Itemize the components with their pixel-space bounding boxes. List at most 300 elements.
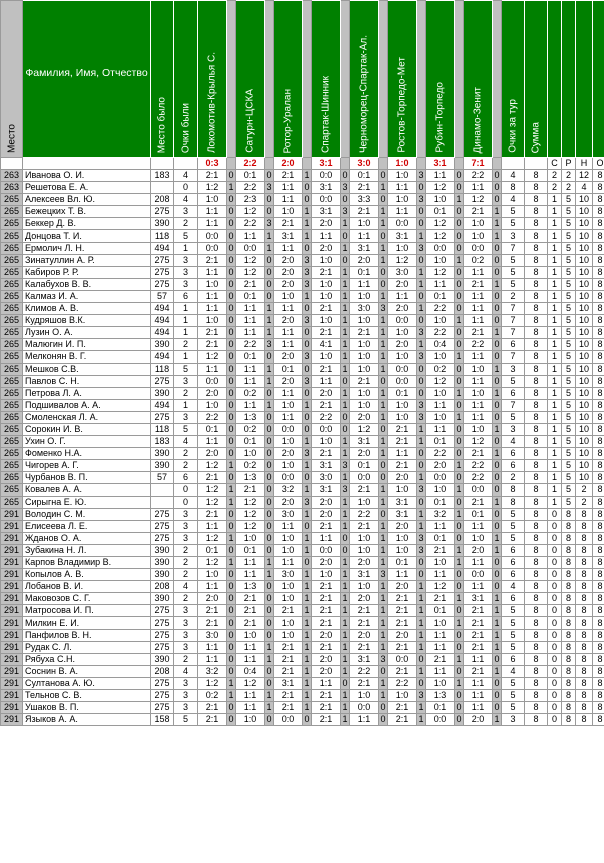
points-cell: 1	[266, 230, 272, 241]
prediction-cell: 1:0	[312, 290, 341, 302]
points-cell: 1	[266, 303, 272, 314]
stat-cell: 8	[525, 677, 548, 689]
stat-cell: 8	[525, 290, 548, 302]
points-cell: 1	[494, 641, 500, 652]
prediction-cell: 1:1	[274, 303, 303, 315]
stat-cell: 8	[525, 472, 548, 484]
prediction-cell: 1:2	[388, 254, 417, 266]
points-cell: 1	[266, 363, 272, 374]
prediction-cell: 3:1	[274, 677, 303, 689]
points-cell: 3	[418, 411, 424, 422]
stat-cell: 8	[525, 460, 548, 472]
name-cell: Ушаков В. П.	[23, 702, 151, 714]
prediction-cell: 1:0	[236, 532, 265, 544]
prediction-cell: 0:0	[388, 315, 417, 327]
prev-place-cell: 390	[151, 653, 174, 665]
points-cell: 3	[418, 690, 424, 701]
prediction-cell: 0:1	[236, 351, 265, 363]
stat-cell: 6	[502, 339, 525, 351]
prediction-cell: 1:1	[464, 315, 493, 327]
stat-cell: 8	[593, 520, 604, 532]
prediction-cell: 3:1	[312, 460, 341, 472]
points-cell: 1	[494, 605, 500, 616]
prediction-cell: 1:0	[198, 278, 227, 290]
points-cell: 0	[266, 605, 272, 616]
prediction-cell: 2:1	[350, 327, 379, 339]
stat-cell: 3	[502, 714, 525, 726]
stat-cell: 0	[548, 557, 562, 569]
points-cell: 1	[380, 520, 386, 531]
prediction-cell: 3:1	[388, 230, 417, 242]
prediction-cell: 1:2	[198, 532, 227, 544]
table-row	[1, 641, 604, 653]
prediction-cell: 2:0	[312, 653, 341, 665]
prediction-cell: 2:1	[198, 508, 227, 520]
prediction-cell: 1:1	[198, 266, 227, 278]
place-cell: 291	[1, 532, 23, 544]
points-cell: 0	[228, 617, 234, 628]
points-cell: 0	[494, 472, 500, 483]
prediction-cell: 0:1	[236, 436, 265, 448]
points-cell: 1	[456, 617, 462, 628]
stat-cell: 8	[525, 436, 548, 448]
prediction-cell: 2:1	[388, 617, 417, 629]
prediction-cell: 1:0	[426, 677, 455, 689]
prediction-cell: 2:0	[388, 472, 417, 484]
points-cell: 0	[494, 242, 500, 253]
prev-place-cell: 183	[151, 170, 174, 182]
stat-cell: 8	[525, 399, 548, 411]
prediction-cell: 0:0	[312, 423, 341, 435]
stat-cell: 10	[576, 423, 593, 435]
stat-cell: 5	[502, 677, 525, 689]
prediction-cell: 2:2	[236, 182, 265, 194]
prediction-cell: 0:1	[388, 557, 417, 569]
points-cell: 0	[304, 339, 310, 350]
name-cell: Матросова И. П.	[23, 605, 151, 617]
prev-points-cell: 3	[174, 702, 198, 714]
stat-cell: 1	[548, 363, 562, 375]
points-cell: 1	[456, 411, 462, 422]
points-cell: 1	[304, 230, 310, 241]
points-cell: 0	[494, 702, 500, 713]
place-cell: 291	[1, 544, 23, 556]
points-cell: 1	[266, 702, 272, 713]
prediction-cell: 0:1	[426, 532, 455, 544]
prev-points-cell: 2	[174, 557, 198, 569]
stat-cell: 8	[525, 194, 548, 206]
prediction-cell: 2:0	[274, 254, 303, 266]
points-cell: 1	[494, 448, 500, 459]
stat-cell: 8	[593, 629, 604, 641]
points-cell: 1	[266, 653, 272, 664]
table-row	[1, 290, 604, 302]
stat-cell: 4	[502, 581, 525, 593]
name-cell: Ермолич Л. Н.	[23, 242, 151, 254]
stat-cell: 8	[593, 557, 604, 569]
prediction-cell: 2:0	[350, 629, 379, 641]
prediction-cell: 1:1	[426, 629, 455, 641]
prediction-cell: 1:2	[464, 436, 493, 448]
points-cell: 0	[456, 569, 462, 580]
stat-cell: 8	[562, 690, 576, 702]
prediction-cell: 1:1	[198, 436, 227, 448]
prediction-cell: 1:1	[312, 677, 341, 689]
table-row	[1, 653, 604, 665]
prev-place-cell: 275	[151, 206, 174, 218]
prediction-cell: 1:0	[426, 557, 455, 569]
stat-cell: 8	[562, 677, 576, 689]
points-cell: 0	[494, 303, 500, 314]
prediction-cell: 2:1	[464, 629, 493, 641]
place-cell: 291	[1, 677, 23, 689]
points-cell: 3	[418, 399, 424, 410]
prediction-cell: 1:1	[198, 641, 227, 653]
stat-cell: 1	[548, 484, 562, 496]
prediction-cell: 0:1	[426, 206, 455, 218]
prediction-cell: 2:1	[464, 605, 493, 617]
prediction-cell: 2:1	[198, 170, 227, 182]
points-cell: 1	[456, 653, 462, 664]
points-cell: 1	[456, 315, 462, 326]
prediction-cell: 2:0	[312, 496, 341, 508]
table-row	[1, 206, 604, 218]
stat-cell: 8	[593, 351, 604, 363]
stat-cell: 8	[593, 242, 604, 254]
prediction-cell: 1:1	[274, 242, 303, 254]
place-cell: 263	[1, 182, 23, 194]
stat-cell: 0	[548, 581, 562, 593]
points-cell: 0	[380, 472, 386, 483]
points-cell: 1	[304, 532, 310, 543]
prediction-cell: 2:1	[236, 278, 265, 290]
stat-cell: 0	[548, 714, 562, 726]
prediction-cell: 2:3	[236, 194, 265, 206]
stat-cell: 5	[562, 194, 576, 206]
prev-points-cell: 4	[174, 170, 198, 182]
points-cell: 1	[304, 436, 310, 447]
name-cell: Бежецких Т. В.	[23, 206, 151, 218]
prediction-cell: 1:0	[274, 617, 303, 629]
prediction-cell: 1:0	[274, 629, 303, 641]
name-cell: Зинатуллин А. Р.	[23, 254, 151, 266]
stat-cell: 1	[548, 460, 562, 472]
points-cell: 1	[266, 242, 272, 253]
points-cell: 0	[304, 194, 310, 205]
prediction-cell: 1:1	[426, 423, 455, 435]
stat-cell: 1	[548, 206, 562, 218]
points-cell: 0	[228, 315, 234, 326]
points-cell: 0	[266, 532, 272, 543]
prediction-cell: 2:1	[312, 617, 341, 629]
prediction-cell: 1:2	[426, 266, 455, 278]
points-cell: 1	[380, 315, 386, 326]
points-cell: 1	[418, 714, 424, 725]
points-cell: 0	[266, 617, 272, 628]
points-cell: 3	[304, 266, 310, 277]
prediction-cell: 2:1	[198, 339, 227, 351]
stat-cell: 8	[593, 375, 604, 387]
prev-points-cell: 1	[174, 399, 198, 411]
stat-cell: 8	[593, 339, 604, 351]
points-cell: 0	[228, 266, 234, 277]
points-cell: 0	[228, 278, 234, 289]
result-5: 3:0	[350, 158, 379, 170]
points-cell: 0	[304, 472, 310, 483]
points-cell: 1	[266, 399, 272, 410]
prediction-cell: 2:2	[312, 411, 341, 423]
stat-cell: 5	[502, 641, 525, 653]
prediction-cell: 1:0	[350, 387, 379, 399]
prev-place-cell	[151, 182, 174, 194]
prediction-cell: 2:1	[312, 702, 341, 714]
prediction-cell: 1:0	[426, 254, 455, 266]
prediction-cell: 0:0	[198, 242, 227, 254]
prev-points-cell: 5	[174, 230, 198, 242]
points-cell: 0	[266, 508, 272, 519]
points-cell: 1	[494, 496, 500, 507]
points-cell: 0	[266, 206, 272, 217]
points-cell: 1	[304, 629, 310, 640]
stat-cell: 1	[548, 278, 562, 290]
stat-cell: 5	[562, 303, 576, 315]
prediction-cell: 2:1	[312, 605, 341, 617]
points-cell: 0	[380, 424, 386, 435]
table-row	[1, 327, 604, 339]
stat-cell: 5	[502, 206, 525, 218]
prediction-cell: 0:0	[350, 472, 379, 484]
prediction-cell: 1:0	[350, 532, 379, 544]
points-cell: 1	[342, 702, 348, 713]
prev-place-cell: 390	[151, 569, 174, 581]
prediction-cell: 1:1	[426, 641, 455, 653]
points-cell: 0	[456, 424, 462, 435]
points-cell: 1	[418, 266, 424, 277]
prediction-cell: 2:1	[312, 363, 341, 375]
header-prev-points: Очки были	[174, 1, 198, 158]
prev-place-cell: 275	[151, 375, 174, 387]
prediction-cell: 1:1	[236, 327, 265, 339]
prediction-cell: 3:2	[198, 665, 227, 677]
prediction-cell: 2:1	[464, 641, 493, 653]
stat-cell: 5	[562, 436, 576, 448]
prediction-cell: 0:2	[426, 363, 455, 375]
prediction-cell: 1:0	[274, 532, 303, 544]
points-cell: 0	[418, 460, 424, 471]
prediction-cell: 1:1	[274, 557, 303, 569]
prediction-cell: 1:0	[350, 363, 379, 375]
prev-place-cell: 494	[151, 327, 174, 339]
prediction-cell: 0:1	[350, 460, 379, 472]
points-cell: 0	[304, 242, 310, 253]
prediction-cell: 0:2	[198, 690, 227, 702]
points-cell: 0	[228, 218, 234, 229]
stat-cell: 8	[562, 520, 576, 532]
points-cell: 0	[456, 399, 462, 410]
prediction-cell: 2:1	[198, 472, 227, 484]
place-cell: 291	[1, 593, 23, 605]
prediction-cell: 1:1	[464, 702, 493, 714]
prediction-cell: 1:0	[274, 544, 303, 556]
prediction-cell: 0:2	[236, 460, 265, 472]
prev-points-cell: 2	[174, 544, 198, 556]
prediction-cell: 1:1	[464, 351, 493, 363]
prediction-cell: 1:3	[236, 411, 265, 423]
points-cell: 1	[304, 170, 310, 181]
points-cell: 1	[494, 230, 500, 241]
prev-place-cell: 275	[151, 677, 174, 689]
stat-cell: 8	[593, 690, 604, 702]
table-row	[1, 194, 604, 206]
prediction-cell: 1:0	[274, 581, 303, 593]
stat-cell: 8	[525, 206, 548, 218]
points-cell: 1	[380, 532, 386, 543]
prediction-cell: 2:1	[274, 605, 303, 617]
stat-cell: 8	[525, 520, 548, 532]
stat-cell: 1	[548, 303, 562, 315]
points-cell: 1	[228, 484, 234, 495]
points-cell: 0	[266, 472, 272, 483]
prediction-cell: 1:0	[350, 690, 379, 702]
prediction-cell: 2:2	[350, 508, 379, 520]
points-cell: 0	[456, 363, 462, 374]
stat-cell: 4	[502, 170, 525, 182]
prev-place-cell: 494	[151, 399, 174, 411]
points-cell: 0	[494, 315, 500, 326]
prediction-cell: 0:0	[464, 242, 493, 254]
prediction-cell: 1:1	[236, 399, 265, 411]
points-cell: 0	[418, 363, 424, 374]
stat-cell: 8	[576, 581, 593, 593]
points-cell: 0	[456, 581, 462, 592]
points-cell: 0	[456, 665, 462, 676]
points-cell: 1	[418, 339, 424, 350]
points-cell: 0	[380, 278, 386, 289]
points-cell: 1	[494, 629, 500, 640]
points-cell: 1	[304, 702, 310, 713]
prev-place-cell: 275	[151, 690, 174, 702]
points-cell: 1	[418, 424, 424, 435]
prediction-cell: 1:0	[426, 387, 455, 399]
points-cell: 0	[380, 194, 386, 205]
place-cell: 263	[1, 170, 23, 182]
prediction-cell: 1:1	[274, 339, 303, 351]
prediction-cell: 0:0	[312, 544, 341, 556]
points-cell: 1	[418, 593, 424, 604]
points-cell: 1	[380, 677, 386, 688]
prediction-cell: 2:0	[274, 315, 303, 327]
name-cell: Жданов О. А.	[23, 532, 151, 544]
stat-cell: 0	[548, 605, 562, 617]
prediction-cell: 1:1	[388, 182, 417, 194]
stat-cell: 10	[576, 327, 593, 339]
points-cell: 0	[342, 544, 348, 555]
points-cell: 1	[494, 327, 500, 338]
prediction-cell: 2:1	[274, 641, 303, 653]
prediction-cell: 1:0	[464, 218, 493, 230]
points-cell: 1	[304, 653, 310, 664]
prediction-cell: 1:2	[350, 423, 379, 435]
place-cell: 265	[1, 206, 23, 218]
stat-cell: 10	[576, 315, 593, 327]
prev-place-cell: 390	[151, 339, 174, 351]
stat-label-s: С	[548, 158, 562, 170]
stat-cell: 8	[593, 303, 604, 315]
prediction-cell: 1:0	[426, 351, 455, 363]
points-cell: 1	[456, 544, 462, 555]
stat-cell: 5	[502, 266, 525, 278]
name-cell: Милкин Е. И.	[23, 617, 151, 629]
points-cell: 3	[418, 532, 424, 543]
stat-cell: 8	[525, 254, 548, 266]
stat-cell: 8	[562, 508, 576, 520]
prediction-cell: 0:0	[388, 218, 417, 230]
stat-cell: 10	[576, 230, 593, 242]
header-match-4: Спартак-Шинник	[312, 1, 341, 158]
place-cell: 265	[1, 411, 23, 423]
prediction-cell: 2:1	[388, 460, 417, 472]
stat-cell: 8	[525, 581, 548, 593]
stat-cell: 8	[525, 702, 548, 714]
prediction-cell: 2:1	[312, 520, 341, 532]
prediction-cell: 1:2	[236, 266, 265, 278]
table-row	[1, 617, 604, 629]
points-cell: 0	[456, 448, 462, 459]
points-cell: 3	[304, 351, 310, 362]
stat-cell: 8	[525, 375, 548, 387]
prediction-cell: 1:1	[388, 569, 417, 581]
prediction-cell: 3:1	[388, 496, 417, 508]
prev-place-cell: 158	[151, 714, 174, 726]
prediction-cell: 2:0	[350, 254, 379, 266]
stat-cell: 8	[593, 182, 604, 194]
stat-cell: 8	[593, 206, 604, 218]
points-cell: 0	[266, 254, 272, 265]
prediction-cell: 2:0	[388, 339, 417, 351]
points-cell: 0	[342, 424, 348, 435]
points-cell: 0	[418, 182, 424, 193]
stat-cell: 8	[562, 629, 576, 641]
points-cell: 1	[304, 544, 310, 555]
stat-cell: 8	[576, 653, 593, 665]
prediction-cell: 1:0	[426, 411, 455, 423]
points-cell: 0	[266, 278, 272, 289]
prediction-cell: 2:1	[198, 254, 227, 266]
points-cell: 3	[304, 315, 310, 326]
stat-cell: 1	[548, 387, 562, 399]
stat-cell: 5	[562, 472, 576, 484]
stat-cell: 8	[576, 520, 593, 532]
prev-place-cell: 183	[151, 436, 174, 448]
stat-cell: 8	[576, 569, 593, 581]
points-cell: 0	[456, 170, 462, 181]
points-cell: 1	[380, 448, 386, 459]
points-cell: 1	[304, 605, 310, 616]
prediction-cell: 1:0	[350, 581, 379, 593]
name-cell: Рябуха С.Н.	[23, 653, 151, 665]
points-cell: 1	[304, 690, 310, 701]
prediction-cell: 2:0	[198, 448, 227, 460]
points-cell: 0	[418, 448, 424, 459]
points-cell: 0	[380, 375, 386, 386]
stat-cell: 8	[525, 230, 548, 242]
points-cell: 0	[266, 714, 272, 725]
points-cell: 1	[342, 641, 348, 652]
place-cell: 265	[1, 242, 23, 254]
place-cell: 291	[1, 714, 23, 726]
points-cell: 1	[380, 399, 386, 410]
prediction-cell: 0:2	[236, 423, 265, 435]
